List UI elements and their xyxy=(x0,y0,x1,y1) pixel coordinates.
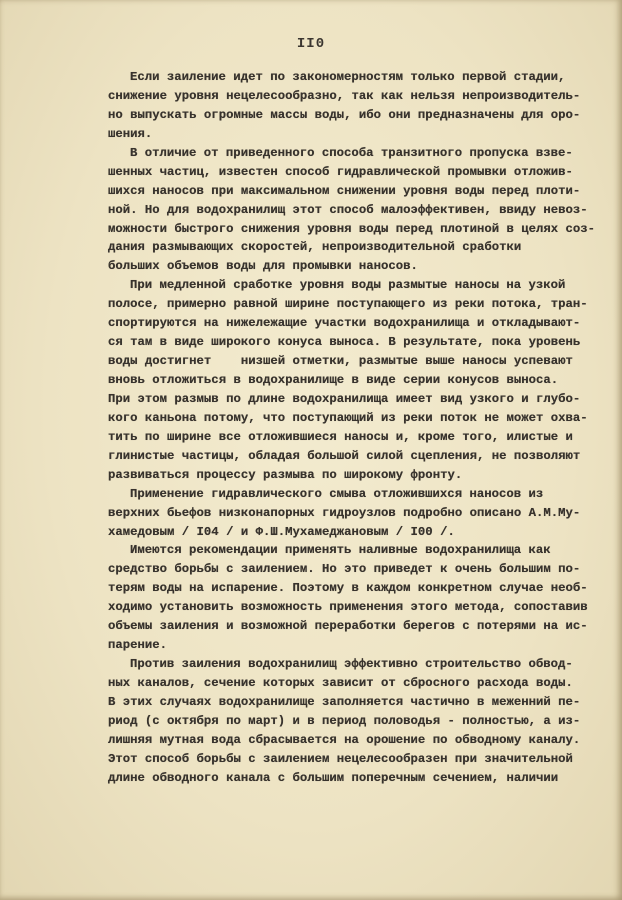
text-line: средство борьбы с заилением. Но это приведет к очень большим по- xyxy=(108,562,581,577)
text-line: При медленной сработке уровня воды размытые наносы на узкой xyxy=(130,278,566,293)
text-line: полосе, примерно равной ширине поступающего из реки потока, тран- xyxy=(108,297,588,312)
text-line: можности быстрого снижения уровня воды перед плотиной в целях соз- xyxy=(108,221,596,236)
text-line: ных каналов, сечение которых зависит от сбросного расхода воды. xyxy=(108,676,573,690)
text-line: снижение уровня нецелесообразно, так как нельзя непроизводитель- xyxy=(108,88,581,103)
paragraph xyxy=(108,144,596,277)
text-line: Имеются рекомендации применять наливные водохранилища как xyxy=(130,543,551,558)
text-line: воды достигнет низшей отметки, размытые выше наносы успевают xyxy=(108,354,573,369)
text-line: Если заиление идет по закономерностям только первой стадии, xyxy=(130,70,566,84)
paragraph xyxy=(108,541,588,655)
text-line: но выпускать огромные массы воды, ибо они предназначены для оро- xyxy=(108,107,581,122)
text-line: ся там в виде широкого конуса выноса. В результате, пока уровень xyxy=(108,335,581,350)
text-line: лишняя мутная вода сбрасывается на орошение по обводному каналу. xyxy=(108,732,581,747)
text-line: длине обводного канала с большим поперечным сечением, наличии xyxy=(108,770,559,785)
text-line: ной. Но для водохранилищ этот способ малоэффективен, ввиду невоз- xyxy=(108,202,588,217)
text-line: При этом размыв по длине водохранилища имеет вид узкого и глубо- xyxy=(108,391,581,406)
paragraph xyxy=(108,276,588,484)
text-line: Этот способ борьбы с заилением нецелесообразен при значительной xyxy=(108,751,573,766)
text-line: вновь отложиться в водохранилище в виде серии конусов выноса. xyxy=(108,373,559,387)
text-line: риод (с октября по март) и в период половодья - полностью, а из- xyxy=(108,713,581,728)
text-line: шихся наносов при максимальном снижении уровня воды перед плоти- xyxy=(108,183,581,198)
text-line: Применение гидравлического смыва отложившихся наносов из xyxy=(130,486,544,501)
document-body xyxy=(108,68,596,788)
text-line: больших объемов воды для промывки наносов. xyxy=(108,259,418,274)
paragraph xyxy=(108,485,581,542)
text-line: ходимо установить возможность применения этого метода, сопоставив xyxy=(108,600,588,615)
text-line: верхних бьефов низконапорных гидроузлов подробно описано А.М.Му- xyxy=(108,505,581,520)
text-line: дания размывающих скоростей, непроизводительной сработки xyxy=(108,240,522,255)
paragraph xyxy=(108,655,581,788)
paragraph xyxy=(108,68,581,144)
text-line: развиваться процессу размыва по широкому фронту. xyxy=(108,467,463,482)
text-line: кого каньона потому, что поступающий из реки поток не может охва- xyxy=(108,410,588,425)
text-line: тить по ширине все отложившиеся наносы и, кроме того, илистые и xyxy=(108,429,573,444)
text-line: Против заиления водохранилищ эффективно строительство обвод- xyxy=(130,657,573,672)
text-line: В этих случаях водохранилище заполняется частично в меженний пе- xyxy=(108,694,581,709)
text-line: парение. xyxy=(108,638,168,653)
text-line: глинистые частицы, обладая большой силой сцепления, не позволяют xyxy=(108,448,581,463)
text-line: спортируются на нижележащие участки водохранилища и откладывают- xyxy=(108,316,581,331)
text-line: объемы заиления и возможной переработки берегов с потерями на ис- xyxy=(108,619,588,634)
text-line: шенных частиц, известен способ гидравлической промывки отложив- xyxy=(108,164,573,179)
text-line: В отличие от приведенного способа транзитного пропуска взве- xyxy=(130,145,573,160)
text-line: хамедовым / I04 / и Ф.Ш.Мухамеджановым / I00 /. xyxy=(108,524,455,539)
text-line: терям воды на испарение. Поэтому в каждом конкретном случае необ- xyxy=(108,581,588,596)
page-number: II0 xyxy=(296,36,326,52)
text-line: шения. xyxy=(108,126,153,141)
